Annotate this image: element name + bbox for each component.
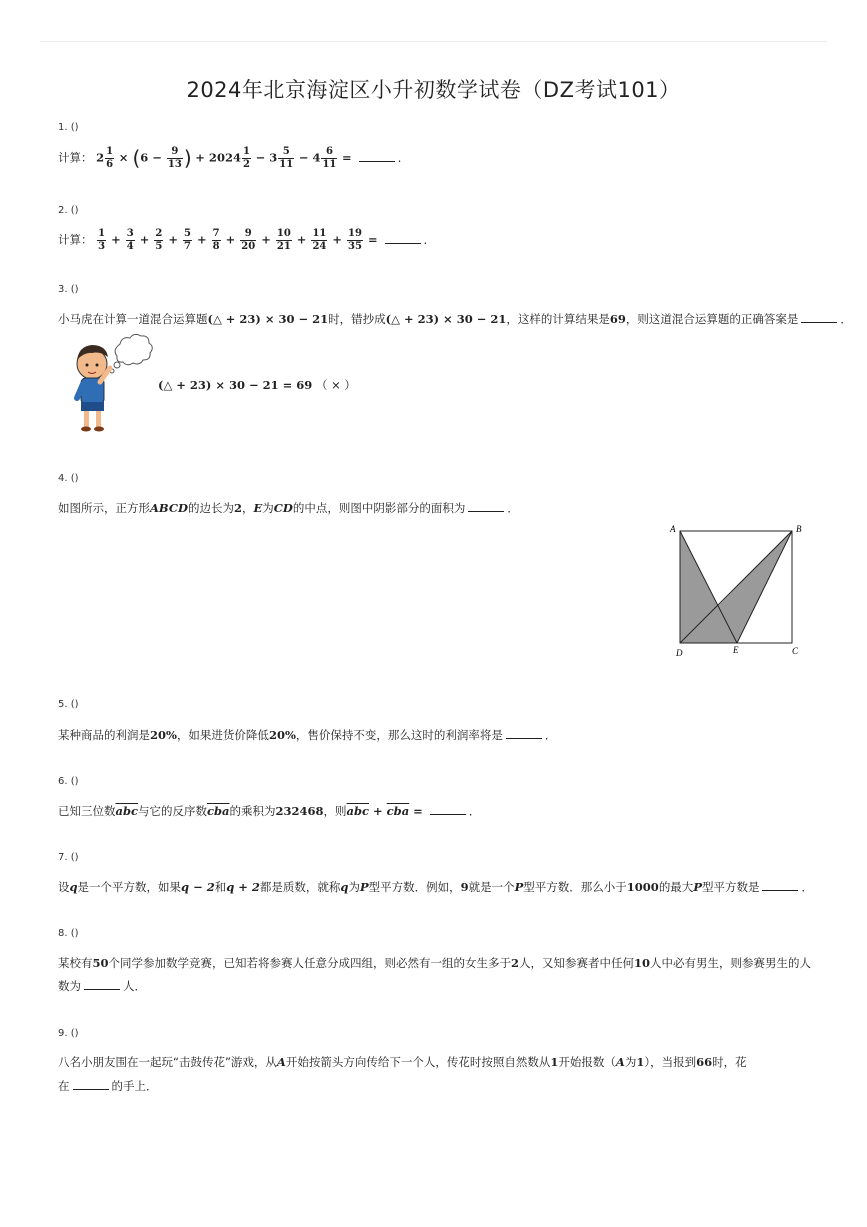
- question-8-line-1: 某校有50个同学参加数学竞赛，已知若将参赛人任意分成四组，则必然有一组的女生多于2人，又知参赛者中任何10人中必有男生，则参赛男生的人: [58, 956, 812, 970]
- question-number-3: 3. (): [58, 284, 79, 295]
- answer-blank-9[interactable]: [73, 1079, 109, 1090]
- answer-blank-4[interactable]: [468, 501, 504, 512]
- label-A: A: [670, 524, 676, 534]
- answer-blank-6[interactable]: [430, 804, 466, 815]
- question-4-content: 如图所示，正方形ABCD的边长为2，E为CD的中点，则图中阴影部分的面积为 ．: [58, 501, 519, 515]
- question-number-1: 1. (): [58, 122, 79, 133]
- label-B: B: [796, 524, 802, 534]
- question-5-content: 某种商品的利润是20%，如果进货价降低20%，售价保持不变，那么这时的利润率将是 ．: [58, 728, 557, 742]
- question-3-figure-equation: (△ + 23) × 30 − 21 = 69 （ × ）: [158, 378, 356, 392]
- question-number-8: 8. (): [58, 928, 79, 939]
- answer-blank-7[interactable]: [762, 880, 798, 891]
- question-3-content: 小马虎在计算一道混合运算题(△ + 23) × 30 − 21时，错抄成(△ + 23) × 30 − 21，这样的计算结果是69，则这道混合运算题的正确答案是 ．: [58, 312, 852, 326]
- question-1-content: 计算： 2 $\frac{1}{6}$ × (6 − $\frac{9}{13}$ ) + 2024 $\frac{1}{2}$ − 3 $\frac{5}{11}$ − 4 $\frac{6}{11}$ = ．: [58, 146, 410, 170]
- answer-blank-1[interactable]: [359, 151, 395, 162]
- answer-blank-2[interactable]: [385, 233, 421, 244]
- question-number-2: 2. (): [58, 205, 79, 216]
- answer-blank-5[interactable]: [506, 728, 542, 739]
- label-C: C: [792, 646, 799, 656]
- question-number-4: 4. (): [58, 473, 79, 484]
- question-9-line-1: 八名小朋友围在一起玩“击鼓传花”游戏，从A开始按箭头方向传给下一个人，传花时按照自然数从1开始报数（A为1），当报到66时，花: [58, 1055, 747, 1069]
- question-number-6: 6. (): [58, 776, 79, 787]
- question-8-line-2: 数为 人．: [58, 979, 146, 993]
- label-E: E: [733, 645, 739, 655]
- square-shaded-figure: [666, 520, 812, 660]
- question-2-label: 计算：: [58, 232, 93, 247]
- boy-thinking-illustration: [62, 332, 154, 436]
- answer-blank-3[interactable]: [801, 312, 837, 323]
- question-1-label: 计算：: [58, 150, 93, 165]
- question-6-content: 已知三位数$\overline{abc}$与它的反序数$\overline{cba}$的乘积为232468，则$\overline{abc} + \overline{cba}$ = ．: [58, 804, 481, 818]
- page-title: 2024年北京海淀区小升初数学试卷（DZ考试101）: [186, 78, 681, 102]
- top-divider: [40, 41, 827, 42]
- question-number-9: 9. (): [58, 1028, 79, 1039]
- question-7-content: 设q是一个平方数，如果q − 2和q + 2都是质数，就称q为P型平方数．例如，9就是一个P型平方数．那么小于1000的最大P型平方数是 ．: [58, 880, 813, 894]
- question-2-content: 计算： $\frac{1}{3}$ + $\frac{3}{4}$ + $\frac{2}{5}$ + $\frac{5}{7}$ + $\frac{7}{8}$ + $\frac{9}{20}$ + $\frac{10}{21}$ + $\frac{11}{24}$ + $\frac{19}{35}$ = ．: [58, 228, 436, 252]
- question-number-7: 7. (): [58, 852, 79, 863]
- question-number-5: 5. (): [58, 699, 79, 710]
- answer-blank-8[interactable]: [84, 979, 120, 990]
- label-D: D: [676, 648, 683, 658]
- question-9-line-2: 在 的手上．: [58, 1079, 158, 1093]
